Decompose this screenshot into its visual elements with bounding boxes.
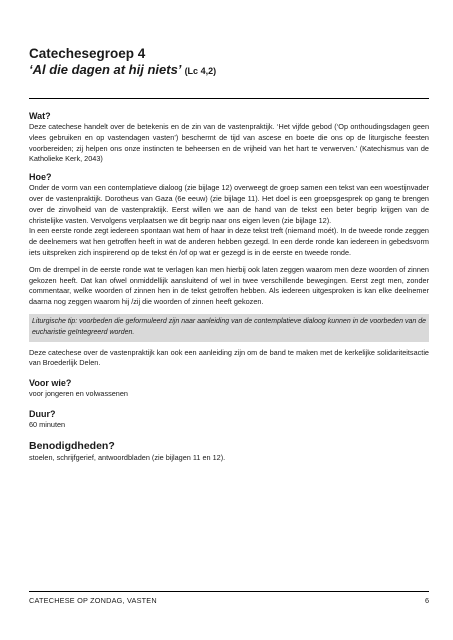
section-text-wat: Deze catechese handelt over de betekenis en de zin van de vastenpraktijk. ‘Het vijfde gebod (‘Op onthoudingsdagen geen vlees gebruiken en op vastendagen vasten’) beschermt de tijd van ascese en boete die ons op de liturgische feesten voorbereiden; zij helpen ons onze instincten te beheersen en de vrijheid van het hart te verwerven.’ (Katechismus van de Katholieke Kerk, 2043) bbox=[29, 122, 429, 164]
footer-divider bbox=[29, 591, 429, 592]
liturgical-tip-box bbox=[29, 314, 429, 342]
section-heading-wat: Wat? bbox=[29, 111, 51, 121]
section-text-hoe-3: Om de drempel in de eerste ronde wat te verlagen kan men hierbij ook laten zeggen waarom men deze woorden of zinnen gekozen heeft. Dat kan ofwel onmiddellijk aansluitend of wel in twee verschillende bewegingen. Eerst zegt men, zonder commentaar, welke woorden of zinnen hen in de tekst getroffen hebben. Als iedereen uitgesproken is kan elke deelnemer daarna nog zeggen waarom hij /zij die woorden of zinnen heeft gekozen. bbox=[29, 264, 429, 307]
section-wat bbox=[29, 110, 429, 165]
footer-title: CATECHESE OP ZONDAG, VASTEN bbox=[29, 596, 157, 605]
section-benodigdheden bbox=[29, 439, 429, 464]
section-voor-wie bbox=[29, 377, 429, 400]
subtitle-reference: (Lc 4,2) bbox=[184, 66, 217, 76]
page-content bbox=[29, 110, 429, 470]
subtitle-text: ‘Al die dagen at hij niets’ bbox=[29, 62, 181, 77]
section-text-benodigdheden: stoelen, schrijfgerief, antwoordbladen (zie bijlagen 11 en 12). bbox=[29, 452, 226, 462]
section-text-hoe-1: Onder de vorm van een contemplatieve dialoog (zie bijlage 12) overweegt de groep samen een tekst van een woestijnvader over de vastenpraktijk. Dorotheus van Gaza (6e eeuw) (zie bijlage 11). Het doel is een groepsgesprek op gang te brengen over de zinvolheid van de vastenpraktijk. Eerst willen we aan de hand van de tekst een beter begrip krijgen van de christelijke vasten. Vervolgens verplaatsen we dit begrip naar ons eigen leven (zie bijlage 12). bbox=[29, 183, 429, 225]
section-text-hoe-2: In een eerste ronde zegt iedereen spontaan wat hem of haar in deze tekst treft (niemand moét). In de tweede ronde zeggen de deelnemers wat hen getroffen heeft in wat de anderen hebben gezegd. In een derde ronde kan iedereen in gebedsvorm iets uitspreken zich inspirerend op de tekst én /of op wat er gezegd is in de eerste en tweede ronde. bbox=[29, 226, 429, 257]
page-number: 6 bbox=[424, 596, 429, 605]
page-subtitle bbox=[29, 62, 429, 79]
section-duur bbox=[29, 408, 429, 431]
page-header bbox=[29, 46, 429, 79]
page-title: Catechesegroep 4 bbox=[29, 46, 146, 61]
section-heading-duur: Duur? bbox=[29, 408, 56, 419]
section-text-duur: 60 minuten bbox=[29, 419, 66, 429]
liturgical-tip-text: Liturgische tip: voorbeden die geformuleerd zijn naar aanleiding van de contemplatieve dialoog kunnen in de voorbeden van de eucharistie geïntegreerd worden. bbox=[32, 317, 426, 336]
section-text-voor-wie: voor jongeren en volwassenen bbox=[29, 389, 128, 399]
section-after-callout bbox=[29, 348, 429, 370]
header-divider bbox=[29, 98, 429, 99]
section-hoe bbox=[29, 171, 429, 308]
section-heading-hoe: Hoe? bbox=[29, 172, 52, 183]
section-text-broederlijk-delen: Deze catechese over de vastenpraktijk kan ook een aanleiding zijn om de band te maken met de kerkelijke solidariteitsactie van Broederlijk Delen. bbox=[29, 347, 429, 368]
section-heading-voor-wie: Voor wie? bbox=[29, 378, 72, 389]
section-heading-benodigdheden: Benodigdheden? bbox=[29, 439, 115, 452]
